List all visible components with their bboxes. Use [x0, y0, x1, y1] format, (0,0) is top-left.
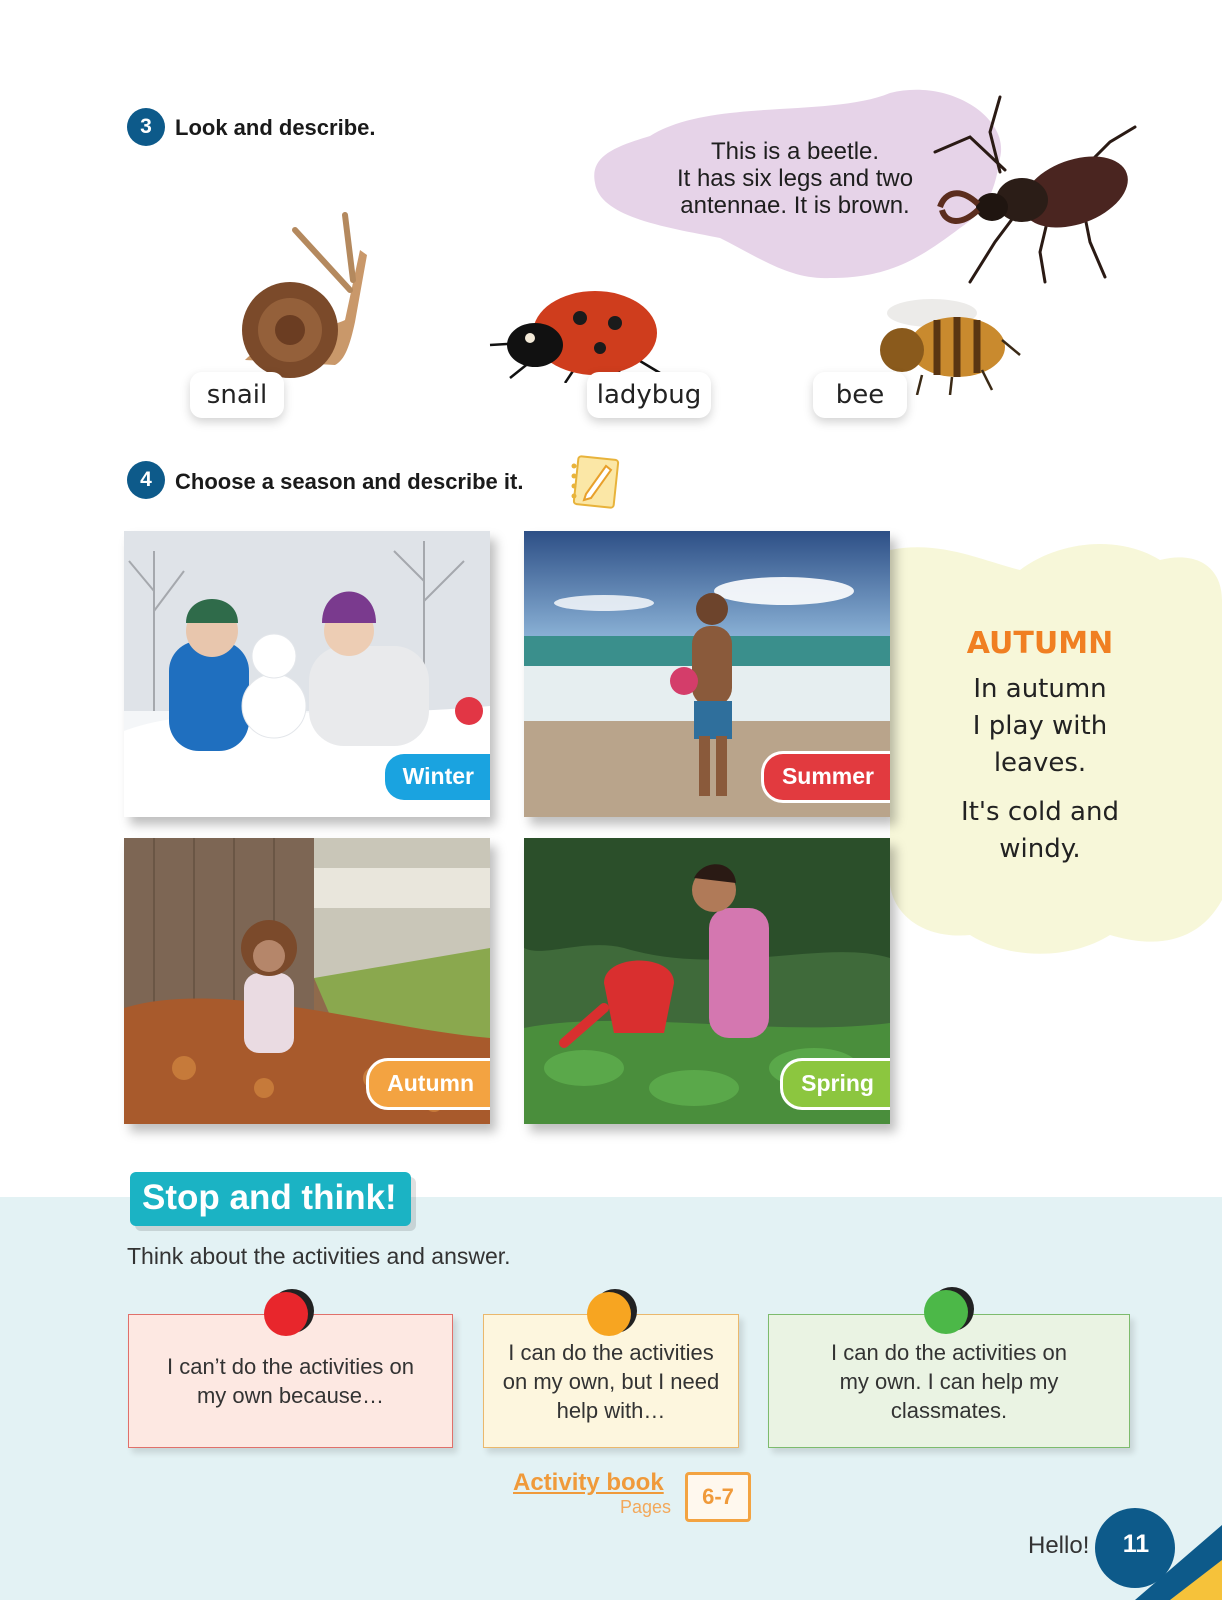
ladybug-image: [485, 283, 675, 383]
speech-line-1: This is a beetle.: [710, 138, 880, 165]
stop-think-title: Stop and think!: [130, 1172, 411, 1226]
season-tag-spring: Spring: [780, 1058, 890, 1110]
note-orange-text: I can do the activities on my own, but I need help with…: [502, 1339, 720, 1423]
photo-spring: [524, 838, 890, 1124]
season-tag-summer: Summer: [761, 751, 890, 803]
notebook-pencil-icon: [568, 454, 620, 510]
stop-think-instruction: Think about the activities and answer.: [127, 1243, 511, 1269]
red-pin-icon: [264, 1292, 308, 1336]
word-card-ladybug: ladybug: [587, 372, 711, 418]
cloud-line-4: It's cold and: [961, 797, 1119, 827]
note-green: [768, 1314, 1130, 1448]
page-number: 11: [1122, 1530, 1150, 1558]
activity-book-page-range: 6-7: [702, 1484, 734, 1509]
cloud-text: [935, 626, 1145, 868]
word-card-snail: snail: [190, 372, 284, 418]
section-title-choose-season: Choose a season and describe it.: [175, 469, 524, 494]
word-card-bee: bee: [813, 372, 907, 418]
section-number-4: 4: [127, 461, 165, 499]
note-green-text: I can do the activities on my own. I can help my classmates.: [830, 1339, 1068, 1423]
photo-winter: [124, 531, 490, 817]
cloud-line-5: windy.: [999, 834, 1081, 864]
speech-bubble-text: [640, 138, 950, 219]
green-pin-icon: [924, 1290, 968, 1334]
cloud-line-1: In autumn: [973, 674, 1107, 704]
speech-line-3: antennae. It is brown.: [680, 192, 910, 219]
section-title-look-describe: Look and describe.: [175, 115, 376, 140]
orange-pin-icon: [587, 1292, 631, 1336]
cloud-line-2: I play with: [972, 711, 1108, 741]
activity-book-link[interactable]: Activity book: [513, 1469, 664, 1496]
note-red-text: I can’t do the activities on my own because…: [166, 1354, 415, 1408]
footer-hello: Hello!: [1028, 1532, 1090, 1559]
snail-image: [235, 210, 375, 380]
photo-summer: [524, 531, 890, 817]
section-number-3: 3: [127, 108, 165, 146]
cloud-title: AUTUMN: [966, 626, 1114, 661]
photo-autumn: [124, 838, 490, 1124]
season-tag-winter: Winter: [382, 751, 490, 803]
speech-line-2: It has six legs and two: [676, 165, 914, 192]
activity-book-pages-label: Pages: [620, 1497, 672, 1517]
cloud-line-3: leaves.: [993, 748, 1087, 778]
season-tag-autumn: Autumn: [366, 1058, 490, 1110]
beetle-image: [930, 92, 1140, 287]
book-icon[interactable]: [685, 1472, 751, 1522]
